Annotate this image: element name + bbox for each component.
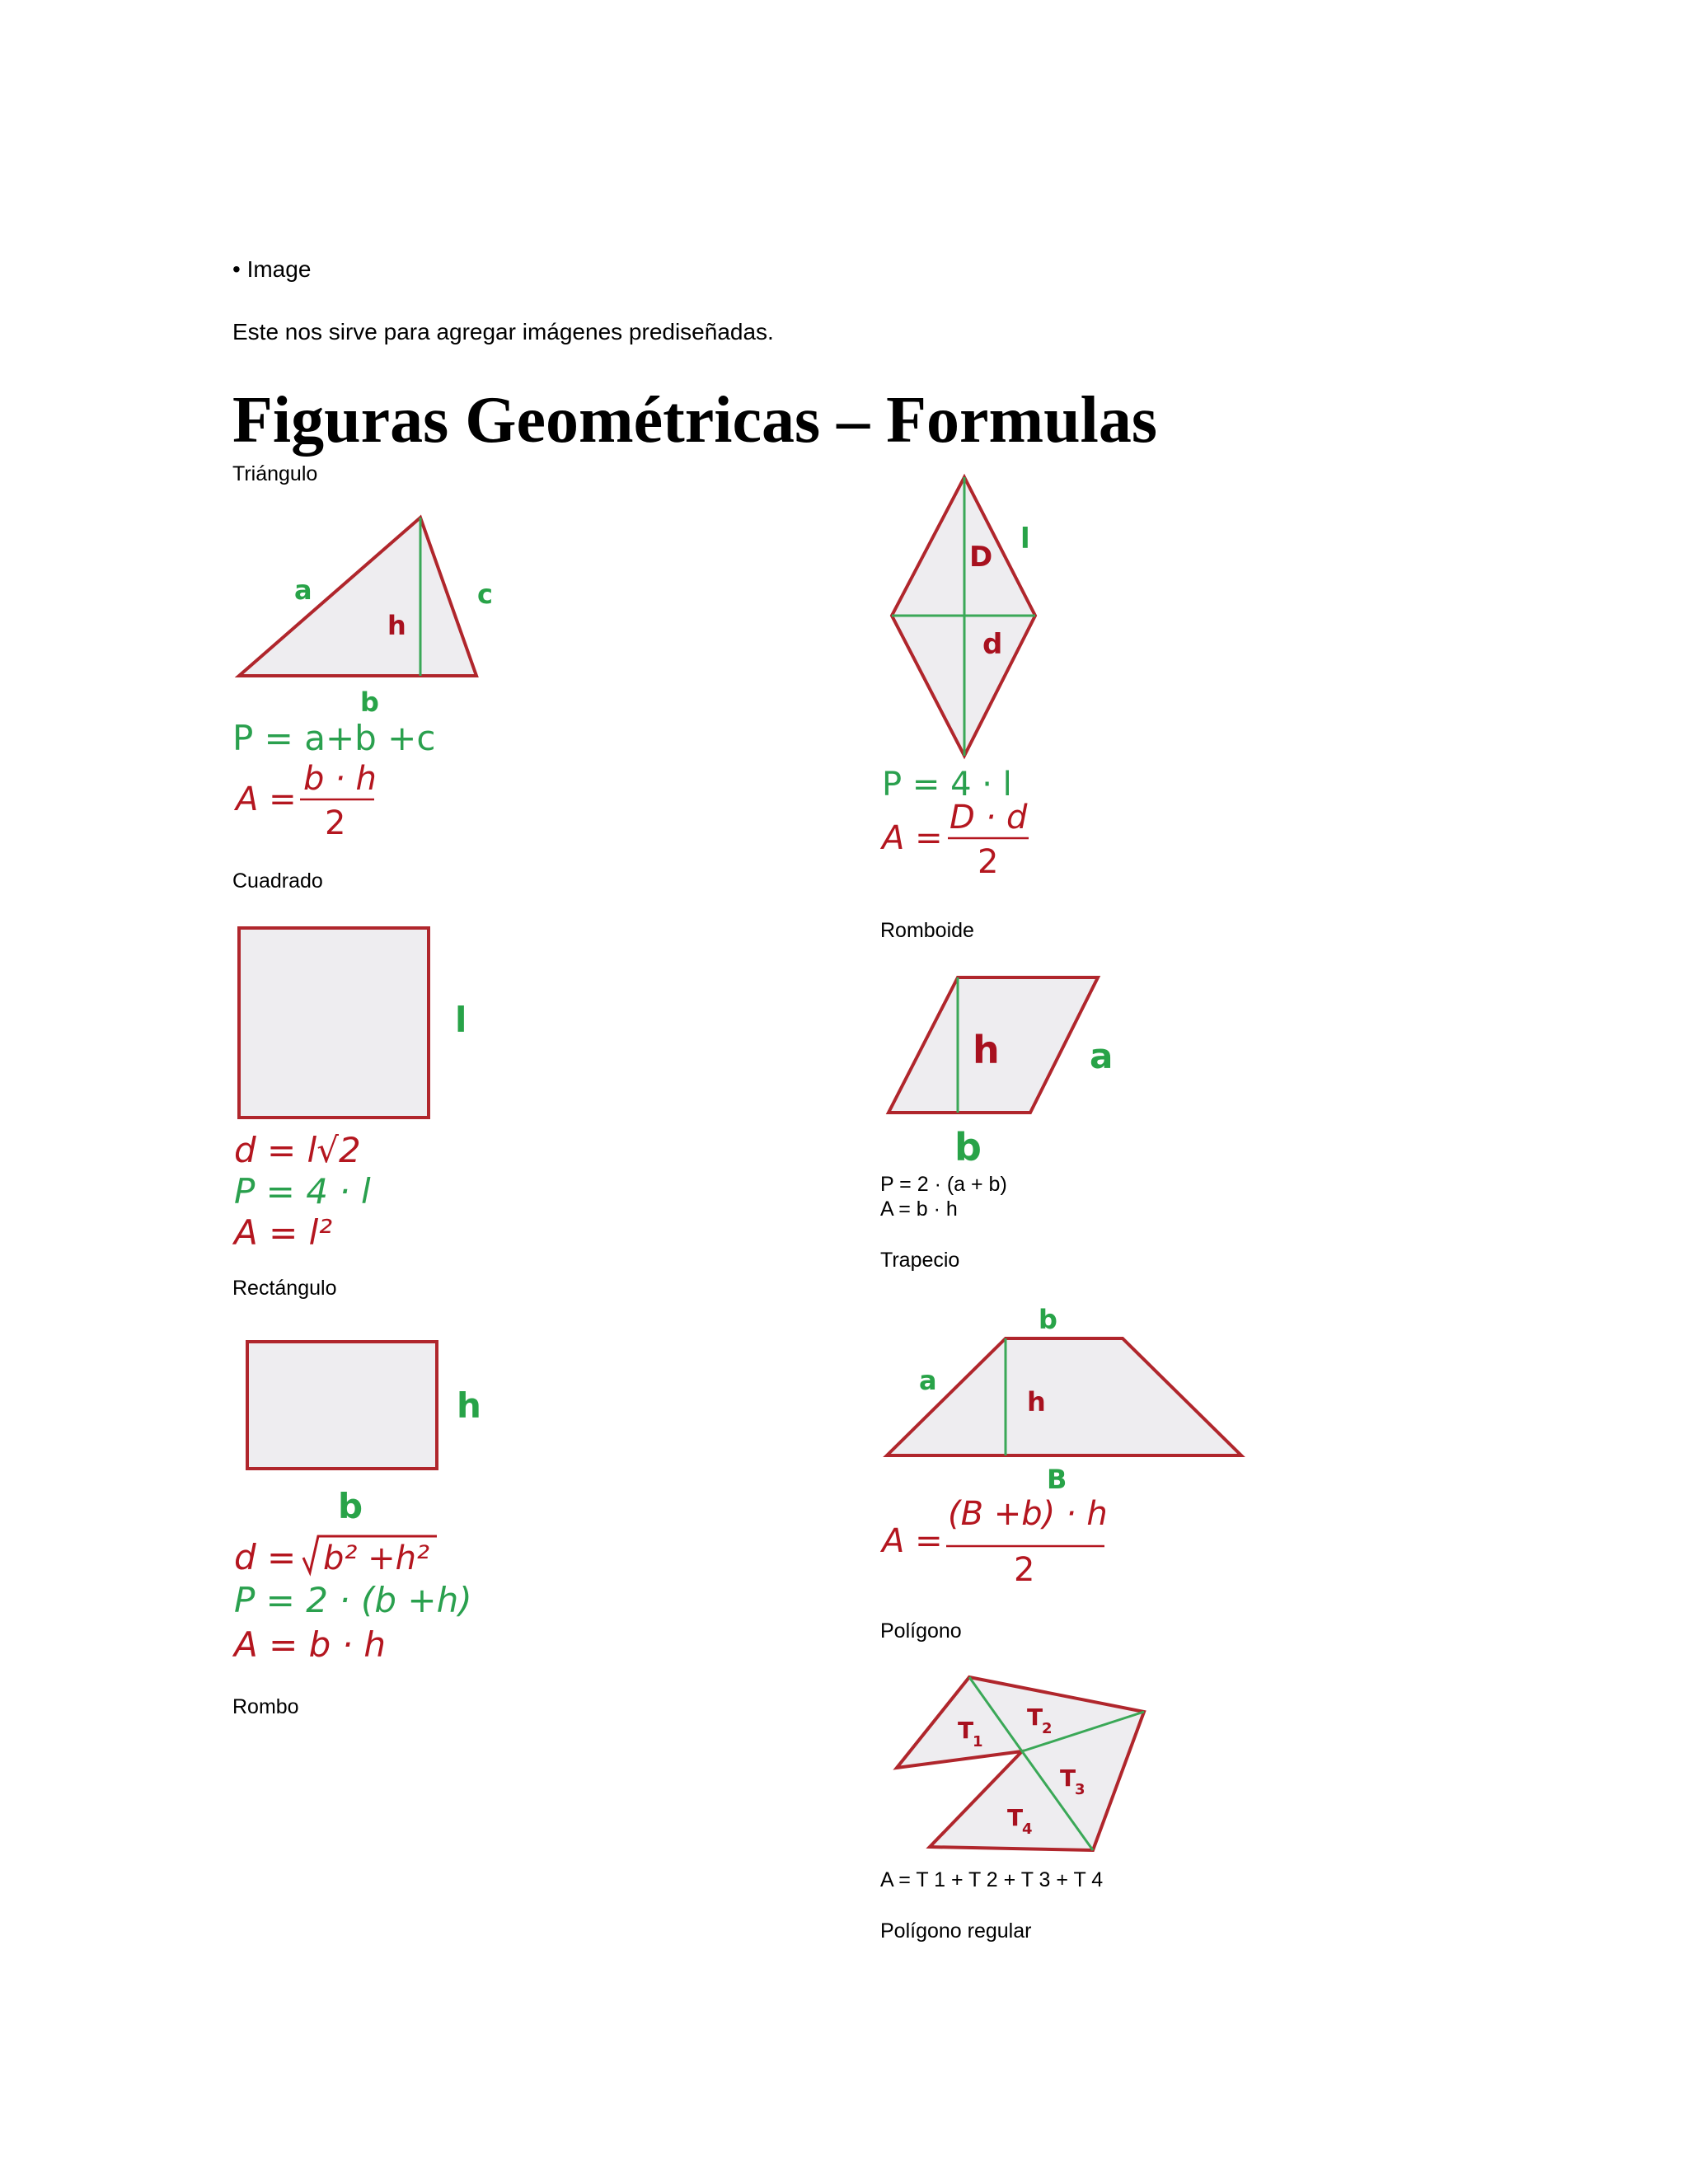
polygon-area-formula: A = T 1 + T 2 + T 3 + T 4	[880, 1868, 1104, 1891]
rectangle-label-b: b	[338, 1486, 363, 1526]
triangle-perimeter-formula: P = a+b +c	[232, 718, 436, 758]
trapezoid-label-B: B	[1047, 1464, 1067, 1495]
polygon-label-t3-sub: 3	[1075, 1781, 1085, 1798]
rhombus-label-D: D	[969, 541, 993, 574]
triangle-heading: Triángulo	[232, 462, 318, 485]
trapezoid-area-lhs: A =	[882, 1522, 943, 1560]
polygon-label-t4-sub: 4	[1022, 1821, 1033, 1838]
triangle-area-lhs: A =	[236, 780, 297, 818]
triangle-label-h: h	[387, 610, 406, 641]
bullet-item: • Image	[232, 256, 312, 282]
trapezoid-label-a: a	[919, 1365, 937, 1396]
rhomboid-area-formula: A = b · h	[880, 1197, 958, 1221]
trapezoid-heading: Trapecio	[880, 1249, 960, 1272]
polygon-heading: Polígono	[880, 1619, 962, 1643]
rectangle-area-formula: A = b · h	[234, 1624, 386, 1665]
regular-polygon-heading: Polígono regular	[880, 1919, 1032, 1943]
rhombus-area-lhs: A =	[882, 819, 943, 857]
trapezoid-area-denominator: 2	[1014, 1551, 1035, 1589]
triangle-label-c: c	[477, 579, 493, 610]
triangle-label-a: a	[294, 574, 312, 606]
rhombus-label-l: l	[1020, 523, 1030, 555]
rectangle-figure	[232, 1335, 546, 1681]
triangle-area-denominator: 2	[325, 804, 346, 842]
rhombus-heading: Rombo	[232, 1695, 299, 1718]
polygon-label-t1: T	[958, 1717, 974, 1744]
description: Este nos sirve para agregar imágenes prediseñadas.	[232, 319, 774, 344]
rhombus-area-denominator: 2	[978, 843, 999, 881]
polygon-label-t2-sub: 2	[1042, 1720, 1053, 1737]
trapezoid-shape	[887, 1338, 1241, 1455]
polygon-figure	[882, 1669, 1162, 1867]
polygon-label-t2: T	[1027, 1704, 1043, 1731]
square-diagonal-formula: d = l√2	[234, 1130, 361, 1170]
rhomboid-figure	[882, 972, 1146, 1170]
trapezoid-label-h: h	[1027, 1386, 1046, 1418]
rectangle-heading: Rectángulo	[232, 1277, 337, 1300]
triangle-label-b: b	[360, 687, 379, 718]
square-area-formula: A = l²	[234, 1212, 333, 1253]
rhombus-perimeter-formula: P = 4 · l	[882, 766, 1012, 804]
polygon-label-t4: T	[1007, 1804, 1024, 1831]
rhomboid-label-a: a	[1090, 1036, 1114, 1076]
page-title: Figuras Geométricas – Formulas	[232, 384, 1157, 457]
rhomboid-label-b: b	[954, 1125, 982, 1169]
square-heading: Cuadrado	[232, 869, 323, 893]
triangle-area-numerator: b · h	[303, 760, 377, 798]
square-figure	[232, 923, 546, 1253]
square-perimeter-formula: P = 4 · l	[234, 1171, 371, 1212]
rhombus-figure	[882, 474, 1146, 886]
rhomboid-heading: Romboide	[880, 919, 974, 942]
trapezoid-label-b: b	[1039, 1304, 1057, 1335]
rectangle-diagonal-lhs: d =	[234, 1537, 297, 1577]
rhombus-label-d: d	[982, 628, 1003, 661]
trapezoid-figure	[882, 1302, 1261, 1599]
rectangle-shape	[247, 1342, 437, 1469]
rectangle-diagonal-radicand: b² +h²	[323, 1540, 430, 1577]
rhomboid-label-h: h	[973, 1028, 1000, 1072]
polygon-label-t3: T	[1060, 1765, 1076, 1792]
rectangle-perimeter-formula: P = 2 · (b +h)	[234, 1580, 472, 1620]
rectangle-label-h: h	[457, 1385, 481, 1426]
rhombus-area-numerator: D · d	[950, 799, 1028, 837]
polygon-label-t1-sub: 1	[973, 1733, 983, 1750]
square-shape	[239, 928, 429, 1118]
triangle-shape	[239, 518, 476, 676]
rhomboid-perimeter-formula: P = 2 · (a + b)	[880, 1173, 1007, 1196]
triangle-figure	[232, 511, 546, 857]
trapezoid-area-numerator: (B +b) · h	[948, 1495, 1108, 1533]
square-label-l: l	[455, 1000, 467, 1040]
